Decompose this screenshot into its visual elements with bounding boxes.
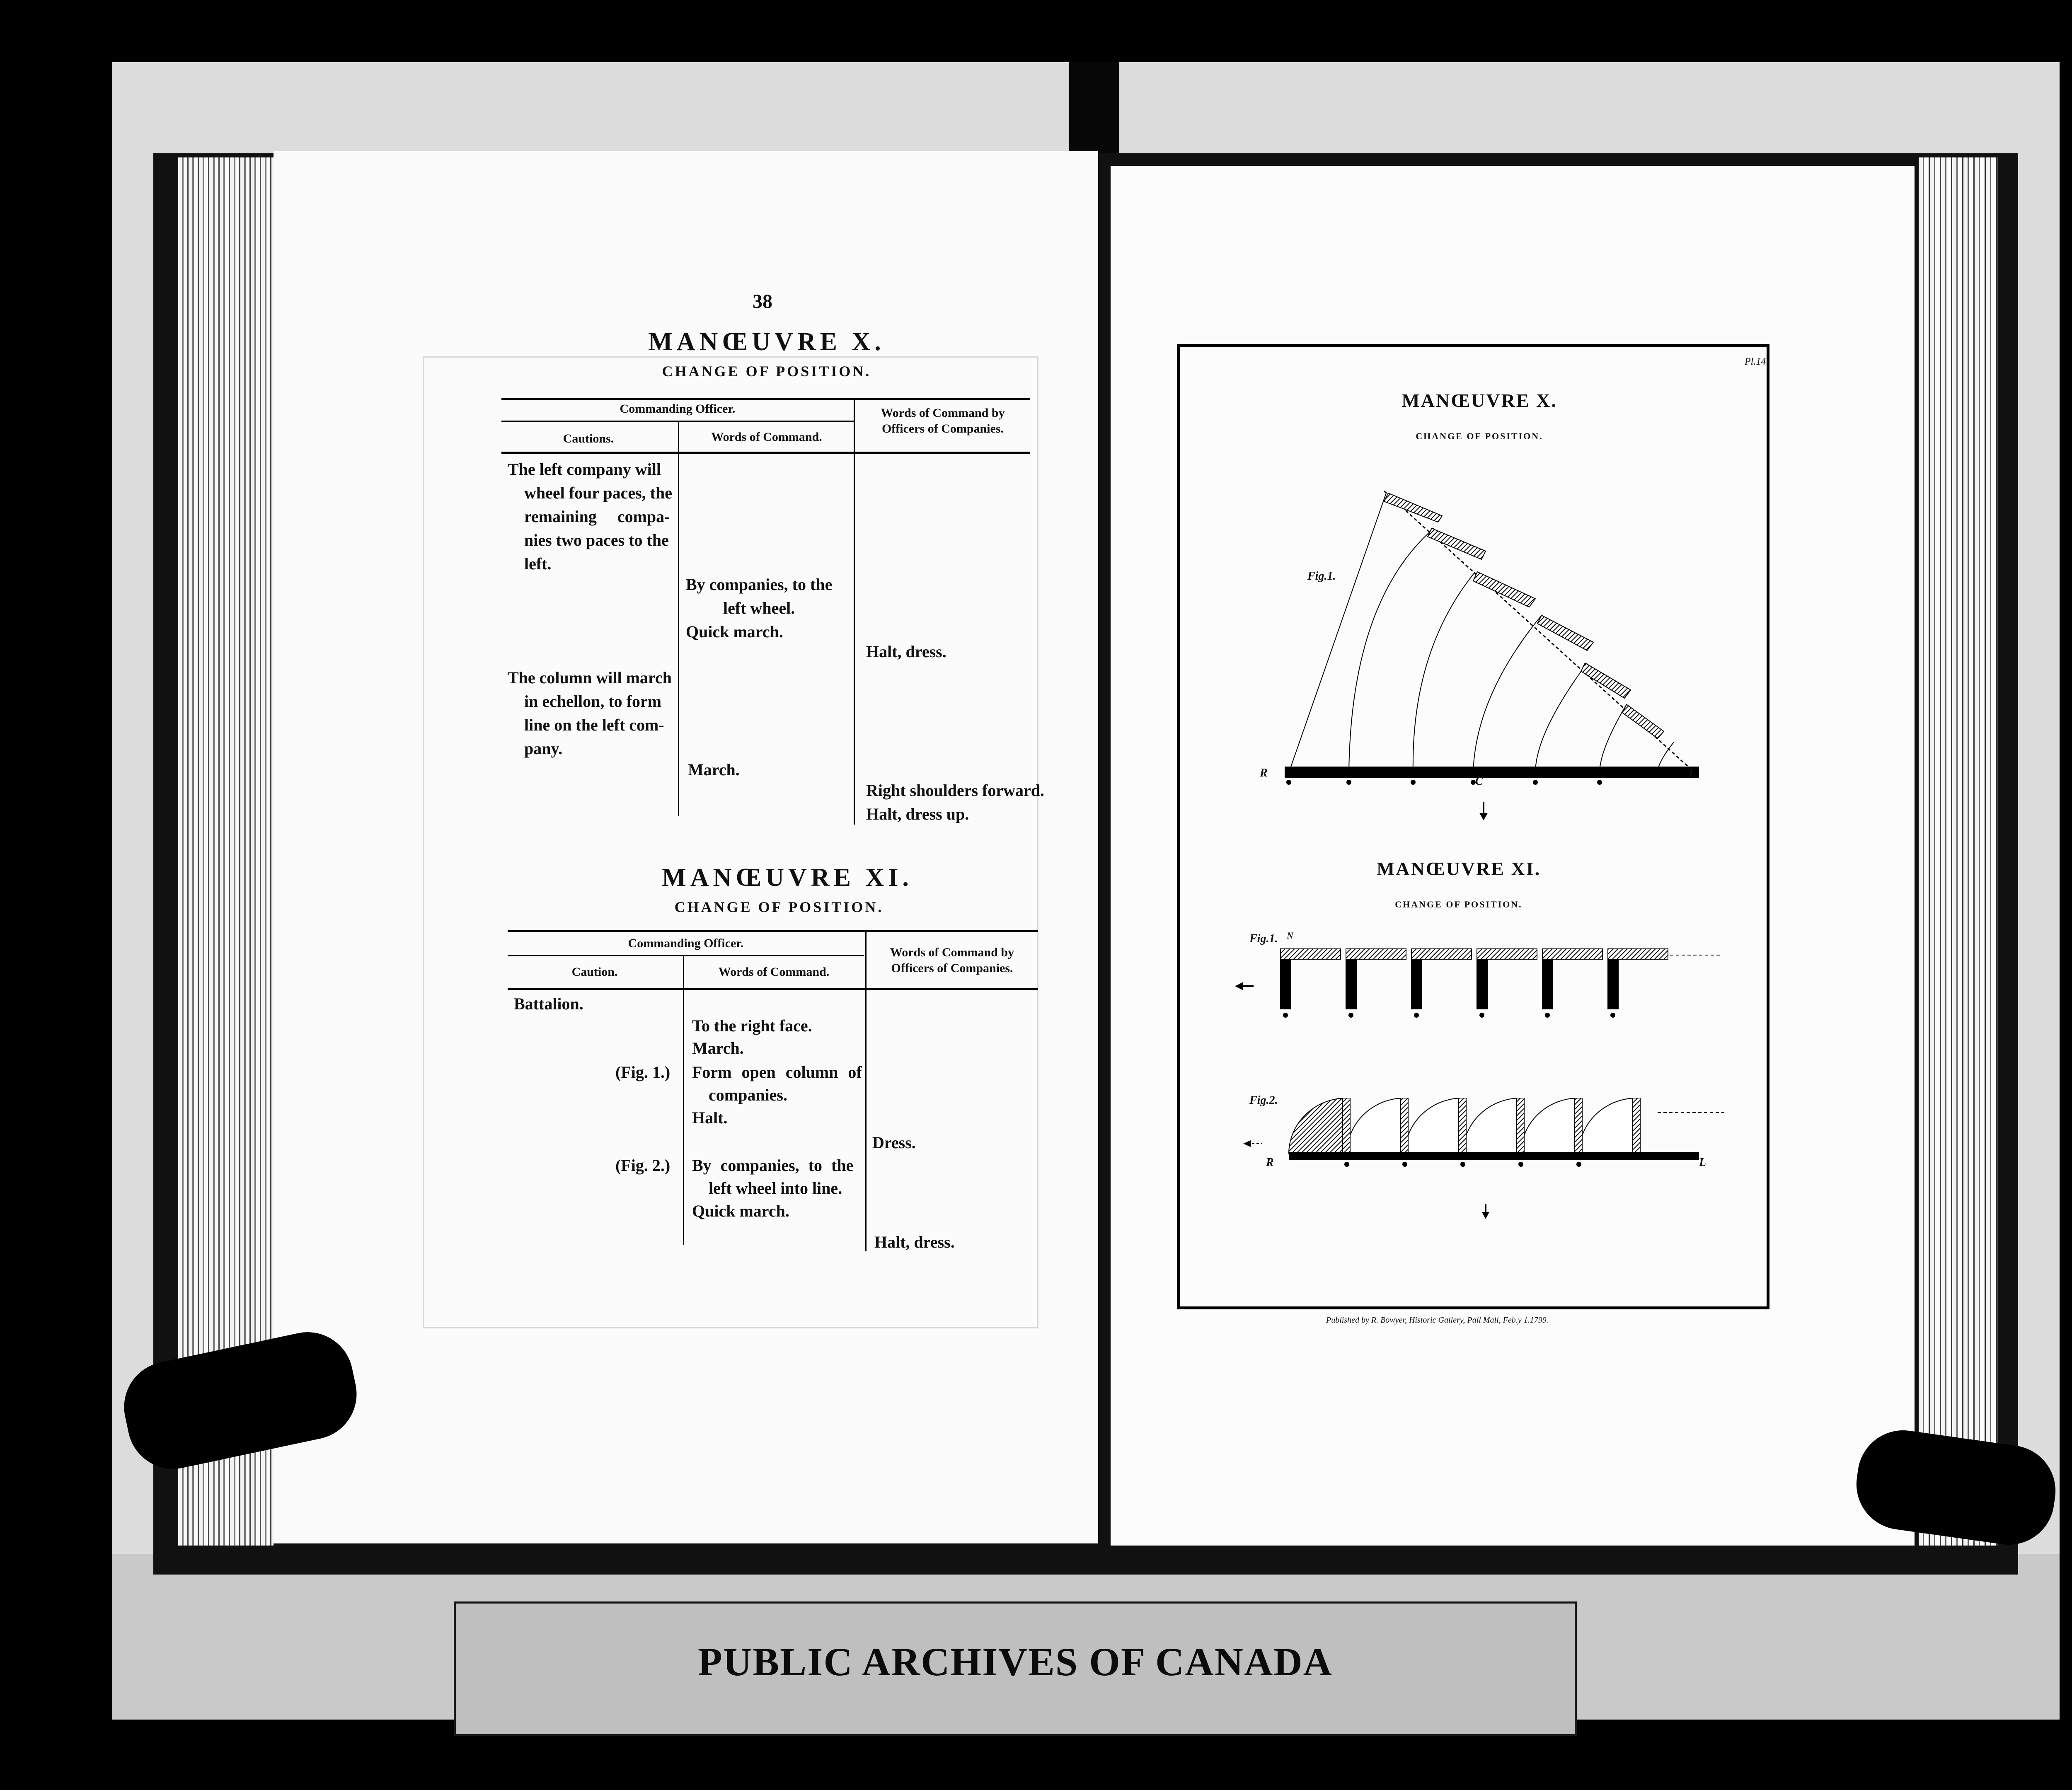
fig1-reference: (Fig. 1.) bbox=[615, 1063, 670, 1081]
page-edges-left bbox=[178, 157, 274, 1546]
header-commanding-officer: Commanding Officer. bbox=[620, 402, 736, 416]
fig2-label: Fig.2. bbox=[1249, 1094, 1278, 1107]
column-rule-1 bbox=[683, 955, 684, 1245]
manoeuvre-x-diagram bbox=[1243, 477, 1740, 829]
header-bottom-rule bbox=[508, 988, 1038, 990]
point-l-fig2: L bbox=[1699, 1156, 1706, 1169]
caution-line: nies two paces to the bbox=[524, 531, 669, 549]
manoeuvre-xi-subtitle: CHANGE OF POSITION. bbox=[674, 899, 884, 915]
command-line: Quick march. bbox=[686, 622, 783, 641]
manoeuvre-x-title: MANŒUVRE X. bbox=[648, 328, 885, 356]
command-line: Halt. bbox=[692, 1108, 728, 1127]
caution-line: line on the left com- bbox=[524, 716, 664, 734]
page-edges-right bbox=[1919, 157, 1997, 1546]
command-line: By companies, to the bbox=[686, 575, 833, 594]
manoeuvre-xi-fig2 bbox=[1243, 1098, 1732, 1222]
header-mid-rule bbox=[508, 955, 864, 956]
manoeuvre-xi-title: MANŒUVRE XI. bbox=[662, 864, 913, 892]
command-line: left wheel into line. bbox=[709, 1179, 842, 1197]
column-rule-2 bbox=[854, 398, 855, 825]
fig2-reference: (Fig. 2.) bbox=[615, 1156, 670, 1175]
caution-line: The left company will bbox=[508, 460, 661, 479]
plate-number: Pl.14 bbox=[1745, 356, 1766, 367]
header-words-of-command: Words of Command. bbox=[718, 965, 830, 979]
point-r-fig2: R bbox=[1266, 1156, 1274, 1169]
table-top-rule bbox=[508, 930, 1038, 932]
caution-line: remaining compa- bbox=[524, 507, 670, 526]
command-line: Quick march. bbox=[692, 1202, 789, 1220]
point-l: L bbox=[1689, 767, 1696, 779]
caution-line: wheel four paces, the bbox=[524, 484, 672, 502]
command-line: companies. bbox=[709, 1086, 787, 1104]
header-commanding-officer: Commanding Officer. bbox=[628, 936, 744, 950]
command-line: Form open column of bbox=[692, 1063, 862, 1081]
fig1-label-xi: Fig.1. bbox=[1249, 932, 1278, 945]
header-caution: Caution. bbox=[571, 965, 618, 979]
command-line: March. bbox=[692, 1039, 744, 1057]
manoeuvre-xi-fig1 bbox=[1227, 936, 1728, 1040]
point-n: N bbox=[1287, 930, 1293, 941]
page-number: 38 bbox=[753, 290, 772, 312]
command-line: left wheel. bbox=[723, 599, 795, 617]
header-officers-line2: Officers of Companies. bbox=[881, 422, 1004, 435]
caution-line: The column will march bbox=[508, 668, 672, 687]
officer-command: Halt, dress. bbox=[874, 1233, 955, 1251]
table-top-rule bbox=[501, 398, 1030, 400]
archive-label: PUBLIC ARCHIVES OF CANADA bbox=[698, 1640, 1333, 1684]
command-line: To the right face. bbox=[692, 1016, 812, 1035]
header-officers-line1: Words of Command by bbox=[890, 946, 1014, 959]
command-line: By companies, to the bbox=[692, 1156, 854, 1175]
caution-text: Battalion. bbox=[514, 994, 583, 1013]
plate-manoeuvre-x-title: MANŒUVRE X. bbox=[1402, 390, 1557, 411]
plate-manoeuvre-xi-title: MANŒUVRE XI. bbox=[1376, 858, 1541, 879]
point-r: R bbox=[1260, 767, 1268, 779]
publisher-line: Published by R. Bowyer, Historic Gallery, Pall Mall, Feb.y 1.1799. bbox=[1326, 1316, 1549, 1325]
header-bottom-rule bbox=[501, 452, 1030, 454]
manoeuvre-x-subtitle: CHANGE OF POSITION. bbox=[662, 363, 871, 380]
caution-line: pany. bbox=[524, 739, 563, 758]
plate-manoeuvre-xi-subtitle: CHANGE OF POSITION. bbox=[1395, 899, 1523, 910]
caution-line: in echellon, to form bbox=[524, 692, 662, 711]
fig1-label: Fig.1. bbox=[1307, 570, 1336, 583]
officer-command: Right shoulders forward. bbox=[866, 781, 1045, 800]
header-mid-rule bbox=[501, 421, 854, 422]
caution-line: left. bbox=[524, 554, 552, 573]
officer-command: Halt, dress up. bbox=[866, 805, 969, 823]
header-cautions: Cautions. bbox=[563, 432, 614, 445]
header-words-of-command: Words of Command. bbox=[711, 430, 822, 444]
header-officers-line2: Officers of Companies. bbox=[891, 961, 1013, 975]
officer-command: Halt, dress. bbox=[866, 642, 946, 661]
column-rule-2 bbox=[865, 930, 867, 1251]
officer-command: Dress. bbox=[872, 1133, 916, 1152]
column-rule-1 bbox=[678, 421, 679, 816]
command-line: March. bbox=[688, 760, 740, 779]
point-c: C bbox=[1475, 775, 1483, 788]
header-officers-line1: Words of Command by bbox=[881, 406, 1005, 420]
plate-manoeuvre-x-subtitle: CHANGE OF POSITION. bbox=[1416, 431, 1543, 441]
